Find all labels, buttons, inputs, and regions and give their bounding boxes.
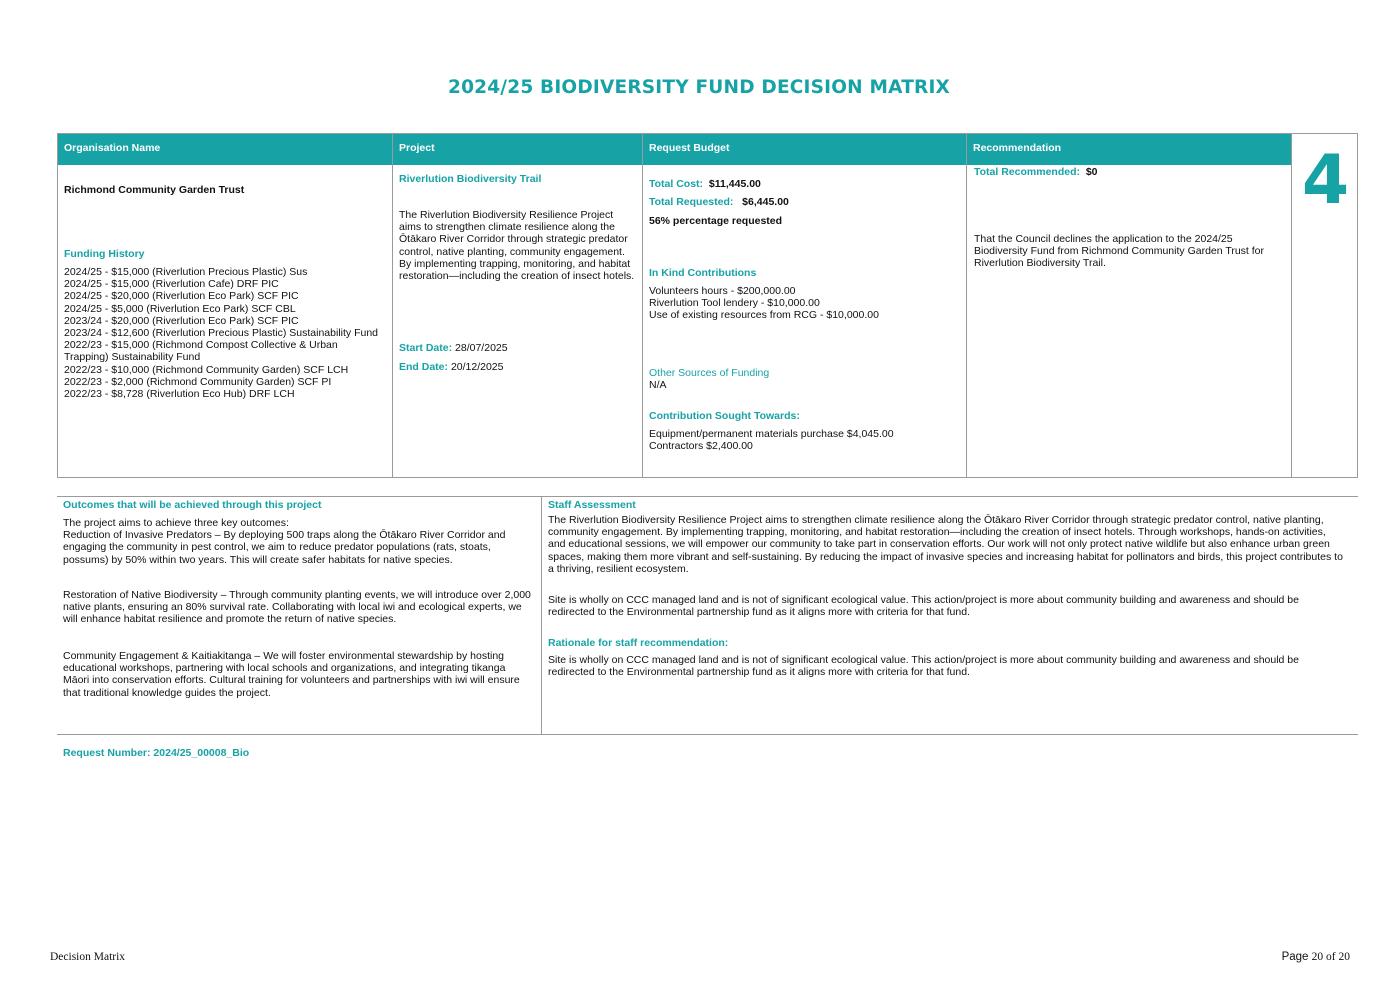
rationale-text <box>548 654 1356 678</box>
text-line: That the Council declines the application to the 2024/25 <box>974 233 1233 245</box>
list-item: Use of existing resources from RCG - $10,000.00 <box>649 309 879 322</box>
in-kind-list <box>649 285 879 322</box>
text-line: restoration—including the creation of insect hotels. <box>399 270 635 283</box>
item-number: 4 <box>1301 141 1350 220</box>
text-line: redirected to the Environmental partnership fund as it aligns more with criteria for that fund. <box>548 666 970 679</box>
list-item: 2024/25 - $15,000 (Riverlution Precious Plastic) Sus <box>64 266 308 278</box>
staff-assessment-text <box>548 514 1356 575</box>
outcomes-paragraph <box>63 650 539 699</box>
text-line: engaging the community in pest control, we aim to reduce predator populations (rats, stoats, <box>63 541 491 554</box>
total-requested <box>649 196 789 208</box>
outcomes-label: Outcomes that will be achieved through this project <box>63 499 322 511</box>
start-date <box>399 342 508 354</box>
text-line: Restoration of Native Biodiversity – Through community planting events, we will introduce over 2,000 <box>63 589 531 601</box>
text-line: control, native planting, community engagement. <box>399 245 625 258</box>
list-item: Volunteers hours - $200,000.00 <box>649 285 796 297</box>
total-requested-label: Total Requested: <box>649 196 734 208</box>
text-line: possums) by 50% within two years. This will create safer habitats for native species. <box>63 553 453 566</box>
text-line: Site is wholly on CCC managed land and is not of significant ecological value. This action/project is more about community building and awareness and should be <box>548 594 1299 606</box>
text-line: community engagement. By implementing trapping, monitoring, and habitat restoration—including the creation of insect hotels. Through workshops, hands-on activities, <box>548 526 1326 539</box>
list-item: Contractors $2,400.00 <box>649 440 753 453</box>
staff-assessment-label: Staff Assessment <box>548 499 636 511</box>
list-item: 2022/23 - $10,000 (Richmond Community Garden) SCF LCH <box>64 363 349 376</box>
footer-page-number <box>1282 951 1350 963</box>
list-item: 2022/23 - $2,000 (Richmond Community Garden) SCF PI <box>64 375 332 388</box>
request-number: Request Number: 2024/25_00008_Bio <box>63 747 250 759</box>
assessment-section <box>57 496 1358 735</box>
page-word: Page <box>1281 951 1309 963</box>
column-divider <box>642 134 643 477</box>
project-description <box>399 209 644 282</box>
text-line: The project aims to achieve three key outcomes: <box>63 517 289 529</box>
text-line: educational workshops, partnering with local schools and organizations, and integrating tikanga <box>63 662 506 675</box>
decision-matrix-table <box>57 133 1358 478</box>
header-project: Project <box>393 134 643 165</box>
text-line: The Riverlution Biodiversity Resilience Project aims to strengthen climate resilience along the Ōtākaro River Corridor through strategic predator control, native planting, <box>548 514 1324 526</box>
list-item: 2022/23 - $8,728 (Riverlution Eco Hub) DRF LCH <box>64 388 295 401</box>
text-line: will enhance habitat resilience and promote the return of native species. <box>63 613 397 626</box>
text-line: that traditional knowledge guides the project. <box>63 686 271 699</box>
total-cost <box>649 178 761 190</box>
end-date <box>399 361 504 373</box>
header-organisation: Organisation Name <box>58 134 393 165</box>
list-item: 2024/25 - $20,000 (Riverlution Eco Park) SCF PIC <box>64 290 299 303</box>
outcomes-text <box>63 517 539 566</box>
column-divider <box>392 134 393 477</box>
list-item: Equipment/permanent materials purchase $4,045.00 <box>649 428 894 440</box>
percentage-requested: 56% percentage requested <box>649 215 783 227</box>
funding-history-label: Funding History <box>64 248 145 260</box>
list-item: 2024/25 - $15,000 (Riverlution Cafe) DRF PIC <box>64 278 279 291</box>
text-line: Riverlution Biodiversity Trail. <box>974 257 1106 270</box>
text-line: a thriving, resilient ecosystem. <box>548 562 689 575</box>
text-line: By implementing trapping, monitoring, and habitat <box>399 257 631 270</box>
list-item: 2023/24 - $20,000 (Riverlution Eco Park) SCF PIC <box>64 314 299 327</box>
text-line: Biodiversity Fund from Richmond Community Garden Trust for <box>974 245 1265 258</box>
rationale-label: Rationale for staff recommendation: <box>548 637 729 649</box>
project-name: Riverlution Biodiversity Trail <box>399 173 542 185</box>
text-line: Ōtākaro River Corridor through strategic predator <box>399 233 628 246</box>
contribution-list <box>649 428 894 452</box>
other-sources-label: Other Sources of Funding <box>649 367 770 379</box>
total-requested-value: $6,445.00 <box>742 196 789 208</box>
total-cost-label: Total Cost: <box>649 178 704 190</box>
header-budget: Request Budget <box>643 134 967 165</box>
list-item: Riverlution Tool lendery - $10,000.00 <box>649 297 820 310</box>
page-count: 20 of 20 <box>1311 951 1350 963</box>
staff-assessment-paragraph <box>548 594 1356 618</box>
list-item: 2024/25 - $5,000 (Riverlution Eco Park) SCF CBL <box>64 302 296 315</box>
list-item: 2022/23 - $15,000 (Richmond Compost Collective & Urban <box>64 339 338 352</box>
text-line: Reduction of Invasive Predators – By deploying 500 traps along the Ōtākaro River Corridor and <box>63 529 506 542</box>
text-line: spaces, making them more vibrant and self-sustaining. By reducing the impact of invasive species and increasing habitat for pollinators and birds, this project contributes to <box>548 550 1343 563</box>
other-sources-value: N/A <box>649 379 667 391</box>
total-cost-value: $11,445.00 <box>708 178 761 190</box>
footer-document-name: Decision Matrix <box>50 951 126 963</box>
text-line: aims to strengthen climate resilience along the <box>399 221 615 234</box>
text-line: Māori into conservation efforts. Cultural training for volunteers and partnerships with iwi will ensure <box>63 674 520 687</box>
organisation-name: Richmond Community Garden Trust <box>64 184 245 196</box>
total-recommended-label: Total Recommended: <box>974 166 1080 178</box>
column-divider <box>541 497 542 734</box>
recommendation-text <box>974 233 1286 270</box>
outcomes-paragraph <box>63 589 539 626</box>
total-recommended-value: $0 <box>1085 166 1098 178</box>
funding-history-list <box>64 266 389 400</box>
text-line: redirected to the Environmental partnership fund as it aligns more with criteria for that fund. <box>548 606 970 619</box>
text-line: and educational sessions, we will empower our community to take part in conservation efforts. Our work will not only protect native wildlife but also enhance urban green <box>548 538 1330 551</box>
page-title: 2024/25 BIODIVERSITY FUND DECISION MATRIX <box>448 77 950 98</box>
start-date-value: 28/07/2025 <box>455 342 508 354</box>
item-number-cell <box>1292 134 1359 477</box>
column-divider <box>966 134 967 477</box>
start-date-label: Start Date: <box>399 342 453 354</box>
text-line: native plants, ensuring an 80% survival rate. Collaborating with local iwi and ecological experts, we <box>63 601 522 614</box>
in-kind-label: In Kind Contributions <box>649 267 757 279</box>
text-line: The Riverlution Biodiversity Resilience Project <box>399 209 614 221</box>
list-item: Trapping) Sustainability Fund <box>64 351 201 364</box>
header-recommendation: Recommendation <box>967 134 1292 165</box>
contribution-label: Contribution Sought Towards: <box>649 410 800 422</box>
list-item: 2023/24 - $12,600 (Riverlution Precious Plastic) Sustainability Fund <box>64 327 379 340</box>
total-recommended <box>974 166 1098 178</box>
text-line: Community Engagement & Kaitiakitanga – We will foster environmental stewardship by hosting <box>63 650 505 662</box>
end-date-label: End Date: <box>399 361 449 373</box>
end-date-value: 20/12/2025 <box>450 361 504 373</box>
text-line: Site is wholly on CCC managed land and is not of significant ecological value. This action/project is more about community building and awareness and should be <box>548 654 1299 666</box>
